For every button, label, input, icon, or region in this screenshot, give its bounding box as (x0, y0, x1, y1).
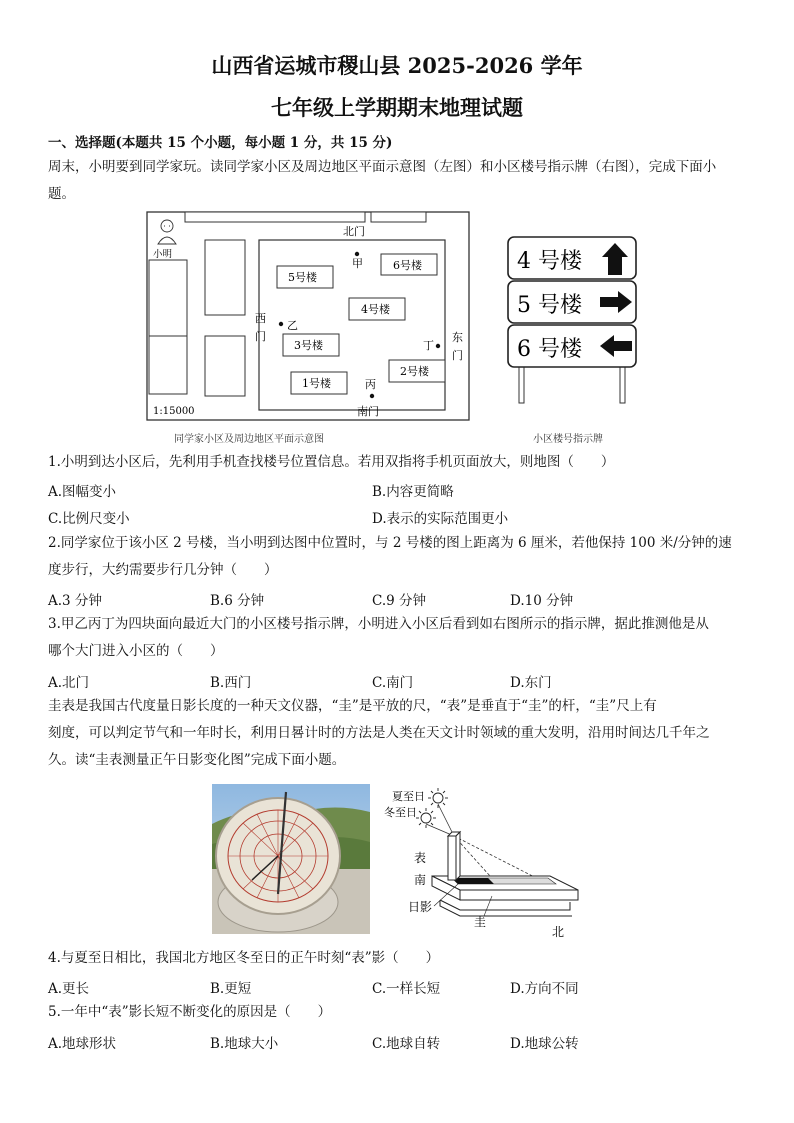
west-gate-label-1: 西 (255, 312, 266, 325)
exam-title-line1: 山西省运城市稷山县 2025-2026 学年 (211, 53, 583, 78)
yi-label: 乙 (287, 319, 298, 332)
ding-label: 丁 (423, 339, 434, 352)
q1-option-b: B.内容更简略 (372, 484, 454, 500)
sign-row2-text: 5 号楼 (517, 293, 582, 318)
building-6-label: 6号楼 (393, 259, 422, 272)
building-4-label: 4号楼 (361, 303, 390, 316)
building-5-label: 5号楼 (288, 271, 317, 284)
q5-option-d: D.地球公转 (510, 1036, 579, 1052)
q4-option-d: D.方向不同 (510, 981, 579, 997)
q4-option-c: C.一样长短 (372, 981, 441, 997)
q4-option-b: B.更短 (210, 981, 252, 997)
map-caption: 同学家小区及周边地区平面示意图 (174, 434, 324, 445)
building-2-label: 2号楼 (400, 365, 429, 378)
sign-row1-text: 4 号楼 (517, 249, 582, 274)
q3-option-c: C.南门 (372, 675, 414, 691)
summer-solstice-label: 夏至日 (392, 790, 425, 803)
east-gate-label-2: 门 (452, 349, 463, 362)
building-sign (505, 235, 639, 405)
north-gate-label: 北门 (343, 225, 365, 238)
q5-stem: 5.一年中“表”影长短不断变化的原因是（ ） (48, 1004, 332, 1020)
north-label: 北 (552, 925, 565, 939)
q5-option-b: B.地球大小 (210, 1036, 279, 1052)
winter-solstice-label: 冬至日 (384, 806, 417, 819)
exam-title-line2: 七年级上学期期末地理试题 (271, 95, 523, 120)
west-gate-label-2: 门 (255, 330, 266, 343)
jia-label: 甲 (352, 257, 363, 270)
q3-option-a: A.北门 (48, 675, 90, 691)
community-map (145, 210, 473, 422)
q3-stem-line2: 哪个大门进入小区的（ ） (48, 643, 224, 659)
gnomon-diagram (380, 784, 590, 944)
building-1-label: 1号楼 (302, 377, 331, 390)
q2-option-a: A.3 分钟 (48, 593, 102, 609)
sundial-photo (212, 784, 370, 934)
sign-caption: 小区楼号指示牌 (533, 434, 603, 445)
q1-option-a: A.图幅变小 (48, 484, 117, 500)
biao-label: 表 (414, 851, 427, 865)
building-3-label: 3号楼 (294, 339, 323, 352)
map-scale: 1:15000 (153, 406, 195, 417)
q1-stem: 1.小明到达小区后，先利用手机查找楼号位置信息。若用双指将手机页面放大，则地图（ ） (48, 454, 615, 470)
q2-option-c: C.9 分钟 (372, 593, 427, 609)
q4-stem: 4.与夏至日相比，我国北方地区冬至日的正午时刻“表”影（ ） (48, 950, 440, 966)
q2-stem-line1: 2.同学家位于该小区 2 号楼，当小明到达图中位置时，与 2 号楼的图上距离为 6 厘米，若他保持 100 米/分钟的速 (48, 535, 732, 551)
q5-option-c: C.地球自转 (372, 1036, 441, 1052)
q2-option-b: B.6 分钟 (210, 593, 265, 609)
sun-icon-winter (416, 808, 436, 828)
q2-stem-line2: 度步行，大约需要步行几分钟（ ） (48, 562, 278, 578)
q3-stem-line1: 3.甲乙丙丁为四块面向最近大门的小区楼号指示牌，小明进入小区后看到如右图所示的指示牌，据此推测他是从 (48, 616, 709, 632)
q3-option-b: B.西门 (210, 675, 252, 691)
q5-option-a: A.地球形状 (48, 1036, 117, 1052)
intro2-line2: 刻度，可以判定节气和一年时长，利用日晷计时的方法是人类在天文计时领域的重大发明，沿用时间达几千年之 (48, 725, 710, 741)
intro1-line1: 周末，小明要到同学家玩。读同学家小区及周边地区平面示意图（左图）和小区楼号指示牌（右图），完成下面小 (48, 159, 717, 175)
gui-label: 圭 (474, 915, 487, 929)
section-heading: 一、选择题(本题共 15 个小题，每小题 1 分，共 15 分) (48, 135, 393, 151)
person-label: 小明 (153, 249, 173, 260)
south-gate-label: 南门 (357, 405, 379, 418)
east-gate-label-1: 东 (452, 331, 463, 344)
q1-option-d: D.表示的实际范围更小 (372, 511, 509, 527)
q4-option-a: A.更长 (48, 981, 90, 997)
sign-row3-text: 6 号楼 (517, 337, 582, 362)
south-label: 南 (414, 873, 427, 887)
q3-option-d: D.东门 (510, 675, 552, 691)
intro2-line3: 久。读“圭表测量正午日影变化图”完成下面小题。 (48, 752, 346, 768)
bing-label: 丙 (365, 378, 376, 391)
q2-option-d: D.10 分钟 (510, 593, 574, 609)
q1-option-c: C.比例尺变小 (48, 511, 130, 527)
shadow-label: 日影 (408, 900, 433, 914)
intro2-line1: 圭表是我国古代度量日影长度的一种天文仪器，“圭”是平放的尺，“表”是垂直于“圭”的杆，“圭”尺上有 (48, 698, 657, 714)
intro1-line2: 题。 (48, 186, 75, 202)
sun-icon-summer (428, 788, 448, 808)
